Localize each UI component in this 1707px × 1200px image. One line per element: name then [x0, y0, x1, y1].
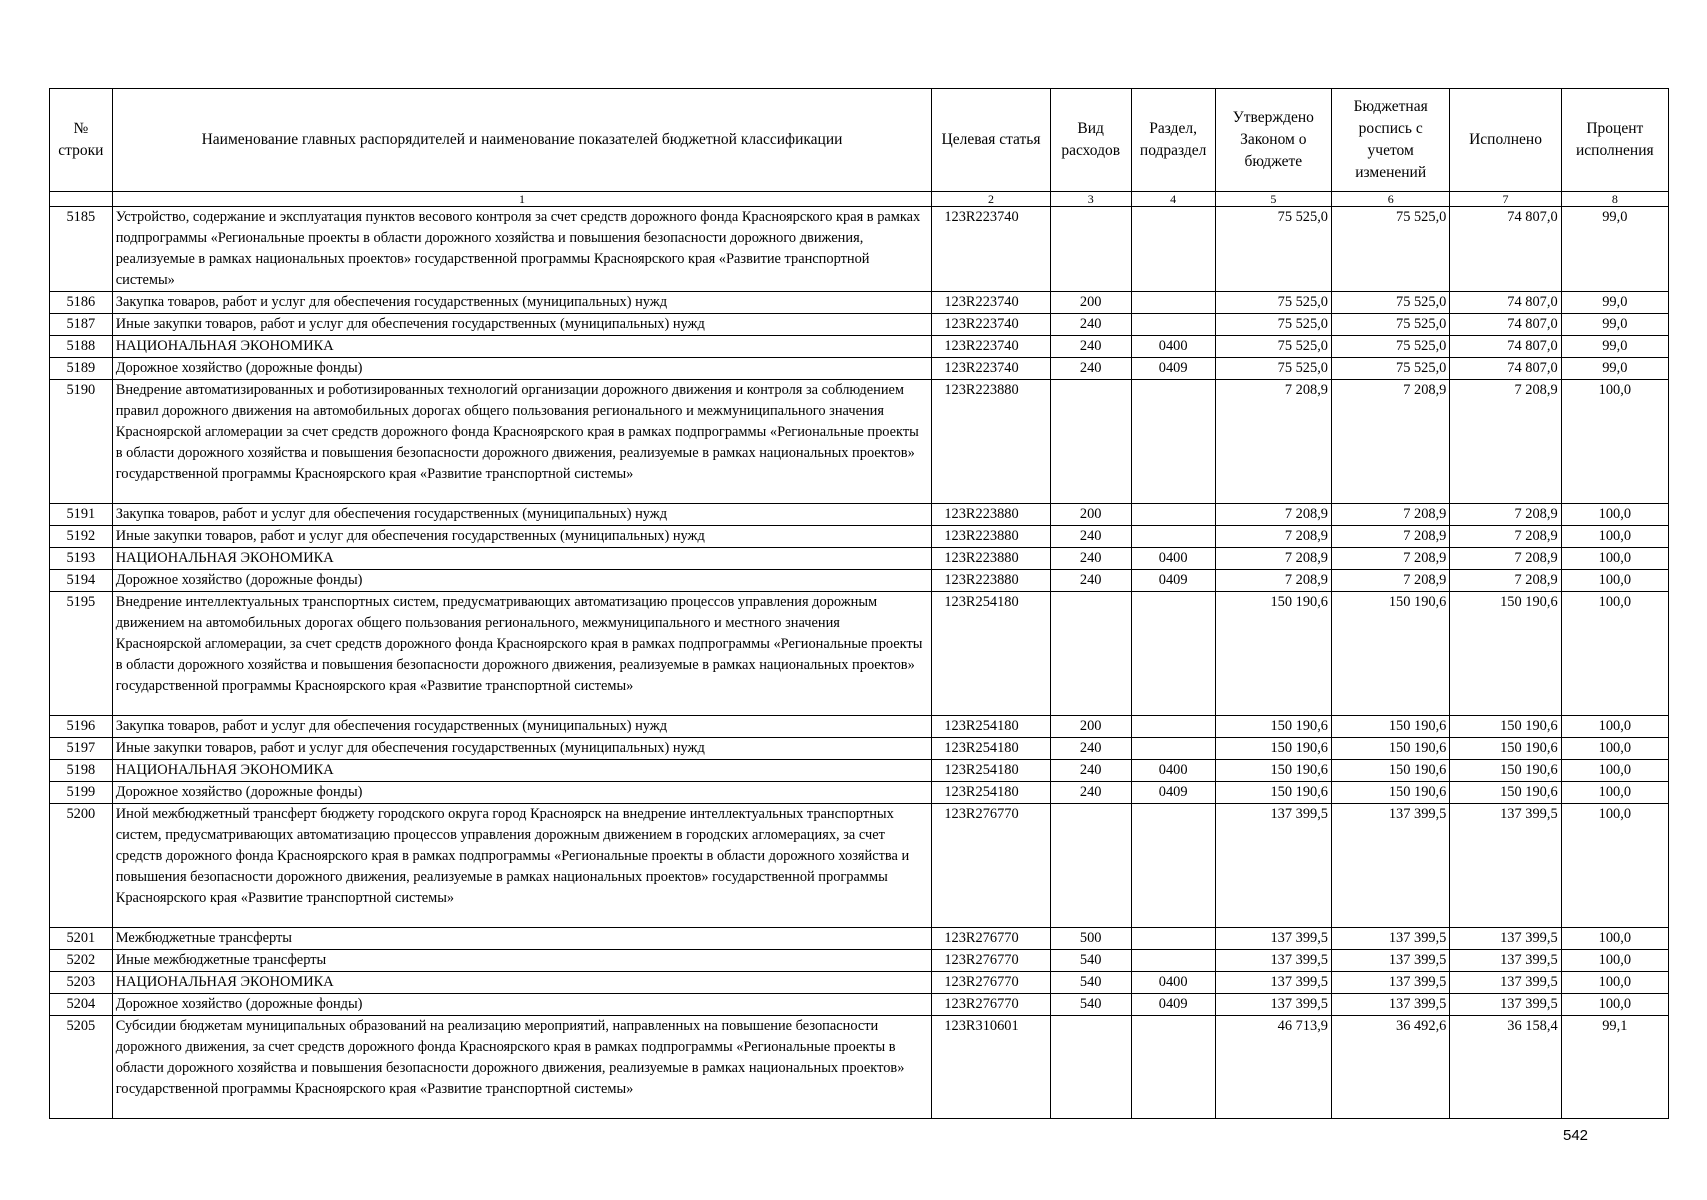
row-section: 0400: [1131, 972, 1215, 994]
row-approved: 137 399,5: [1215, 994, 1331, 1016]
row-executed: 137 399,5: [1450, 972, 1561, 994]
row-percent: 100,0: [1561, 738, 1668, 760]
row-target-article: 123R223740: [932, 358, 1050, 380]
table-row: [50, 358, 1669, 380]
row-expense-kind: 240: [1050, 782, 1131, 804]
row-target-article: 123R223740: [932, 336, 1050, 358]
row-section: [1131, 526, 1215, 548]
row-executed: 150 190,6: [1450, 760, 1561, 782]
column-number: 7: [1450, 192, 1561, 207]
row-name: Дорожное хозяйство (дорожные фонды): [112, 994, 932, 1016]
row-section: [1131, 504, 1215, 526]
row-budget-list: 75 525,0: [1332, 292, 1450, 314]
row-expense-kind: [1050, 592, 1131, 716]
row-target-article: 123R223740: [932, 314, 1050, 336]
row-name: Закупка товаров, работ и услуг для обеспечения государственных (муниципальных) нужд: [112, 292, 932, 314]
row-percent: 100,0: [1561, 994, 1668, 1016]
row-name: Иные закупки товаров, работ и услуг для обеспечения государственных (муниципальных) нужд: [112, 526, 932, 548]
column-number: 6: [1332, 192, 1450, 207]
row-approved: 75 525,0: [1215, 207, 1331, 292]
row-budget-list: 150 190,6: [1332, 592, 1450, 716]
row-number: 5193: [50, 548, 113, 570]
row-executed: 137 399,5: [1450, 994, 1561, 1016]
row-budget-list: 7 208,9: [1332, 380, 1450, 504]
row-budget-list: 137 399,5: [1332, 804, 1450, 928]
row-executed: 74 807,0: [1450, 207, 1561, 292]
table-row: [50, 950, 1669, 972]
row-percent: 100,0: [1561, 592, 1668, 716]
row-executed: 7 208,9: [1450, 380, 1561, 504]
table-row: [50, 738, 1669, 760]
row-expense-kind: 240: [1050, 570, 1131, 592]
row-name: Внедрение интеллектуальных транспортных систем, предусматривающих автоматизацию процессов управления дорожным движением на автомобильных дорогах общего пользования регионального, межмуниципального и местного значения Красноярской агломерации, за счет средств дорожного фонда Красноярского края в рамках подпрограммы «Региональные проекты в области дорожного хозяйства и повышения безопасности дорожного движения, реализуемые в рамках национальных проектов» государственной программы Красноярского края «Развитие транспортной системы»: [112, 592, 932, 716]
row-target-article: 123R276770: [932, 994, 1050, 1016]
row-section: [1131, 292, 1215, 314]
row-number: 5188: [50, 336, 113, 358]
row-section: 0400: [1131, 760, 1215, 782]
row-expense-kind: [1050, 1016, 1131, 1119]
row-expense-kind: 540: [1050, 994, 1131, 1016]
table-row: [50, 292, 1669, 314]
row-approved: 75 525,0: [1215, 358, 1331, 380]
table-row: [50, 760, 1669, 782]
row-budget-list: 36 492,6: [1332, 1016, 1450, 1119]
header-expense-kind: Вид расходов: [1050, 89, 1131, 192]
row-target-article: 123R254180: [932, 716, 1050, 738]
row-budget-list: 7 208,9: [1332, 504, 1450, 526]
row-expense-kind: 200: [1050, 504, 1131, 526]
row-expense-kind: 240: [1050, 314, 1131, 336]
row-target-article: 123R254180: [932, 738, 1050, 760]
row-target-article: 123R254180: [932, 592, 1050, 716]
row-expense-kind: 200: [1050, 292, 1131, 314]
row-expense-kind: 500: [1050, 928, 1131, 950]
row-number: 5205: [50, 1016, 113, 1119]
row-number: 5191: [50, 504, 113, 526]
table-row: [50, 380, 1669, 504]
row-number: 5189: [50, 358, 113, 380]
row-section: 0409: [1131, 570, 1215, 592]
row-expense-kind: [1050, 207, 1131, 292]
row-executed: 7 208,9: [1450, 548, 1561, 570]
row-percent: 100,0: [1561, 716, 1668, 738]
row-approved: 150 190,6: [1215, 592, 1331, 716]
row-expense-kind: 540: [1050, 972, 1131, 994]
row-number: 5195: [50, 592, 113, 716]
row-percent: 100,0: [1561, 548, 1668, 570]
row-budget-list: 137 399,5: [1332, 950, 1450, 972]
row-target-article: 123R254180: [932, 760, 1050, 782]
row-section: [1131, 592, 1215, 716]
column-number: 3: [1050, 192, 1131, 207]
row-percent: 100,0: [1561, 972, 1668, 994]
row-percent: 99,1: [1561, 1016, 1668, 1119]
header-target-article: Целевая статья: [932, 89, 1050, 192]
row-approved: 137 399,5: [1215, 972, 1331, 994]
row-budget-list: 150 190,6: [1332, 716, 1450, 738]
row-number: 5194: [50, 570, 113, 592]
row-expense-kind: 240: [1050, 760, 1131, 782]
row-budget-list: 150 190,6: [1332, 760, 1450, 782]
row-section: 0409: [1131, 994, 1215, 1016]
row-percent: 99,0: [1561, 292, 1668, 314]
row-expense-kind: 240: [1050, 526, 1131, 548]
row-name: Субсидии бюджетам муниципальных образований на реализацию мероприятий, направленных на повышение безопасности дорожного движения, за счет средств дорожного фонда Красноярского края в рамках подпрограммы «Региональные проекты в области дорожного хозяйства и повышения безопасности дорожного движения, реализуемые в рамках национальных проектов» государственной программы Красноярского края «Развитие транспортной системы»: [112, 1016, 932, 1119]
row-section: 0400: [1131, 336, 1215, 358]
row-target-article: 123R223880: [932, 570, 1050, 592]
row-percent: 100,0: [1561, 804, 1668, 928]
row-section: 0400: [1131, 548, 1215, 570]
row-target-article: 123R276770: [932, 950, 1050, 972]
row-number: 5199: [50, 782, 113, 804]
row-budget-list: 137 399,5: [1332, 928, 1450, 950]
column-number: 4: [1131, 192, 1215, 207]
row-section: [1131, 804, 1215, 928]
row-executed: 137 399,5: [1450, 950, 1561, 972]
row-expense-kind: [1050, 804, 1131, 928]
row-section: [1131, 1016, 1215, 1119]
table-row: [50, 504, 1669, 526]
row-percent: 99,0: [1561, 358, 1668, 380]
row-name: Устройство, содержание и эксплуатация пунктов весового контроля за счет средств дорожного фонда Красноярского края в рамках подпрограммы «Региональные проекты в области дорожного хозяйства и повышения безопасности дорожного движения, реализуемые в рамках национальных проектов» государственной программы Красноярского края «Развитие транспортной системы»: [112, 207, 932, 292]
row-expense-kind: [1050, 380, 1131, 504]
table-row: [50, 570, 1669, 592]
row-approved: 75 525,0: [1215, 336, 1331, 358]
row-expense-kind: 240: [1050, 548, 1131, 570]
row-name: Закупка товаров, работ и услуг для обеспечения государственных (муниципальных) нужд: [112, 504, 932, 526]
row-approved: 150 190,6: [1215, 716, 1331, 738]
row-executed: 137 399,5: [1450, 804, 1561, 928]
table-row: [50, 314, 1669, 336]
row-executed: 74 807,0: [1450, 314, 1561, 336]
row-budget-list: 137 399,5: [1332, 994, 1450, 1016]
row-name: Межбюджетные трансферты: [112, 928, 932, 950]
row-executed: 150 190,6: [1450, 738, 1561, 760]
header-section: Раздел, подраздел: [1131, 89, 1215, 192]
table-row: [50, 207, 1669, 292]
row-percent: 99,0: [1561, 207, 1668, 292]
row-number: 5203: [50, 972, 113, 994]
row-section: [1131, 928, 1215, 950]
row-name: Дорожное хозяйство (дорожные фонды): [112, 570, 932, 592]
header-name: Наименование главных распорядителей и наименование показателей бюджетной классификации: [112, 89, 932, 192]
row-number: 5202: [50, 950, 113, 972]
table-row: [50, 336, 1669, 358]
row-percent: 100,0: [1561, 380, 1668, 504]
row-budget-list: 75 525,0: [1332, 336, 1450, 358]
table-row: [50, 804, 1669, 928]
row-approved: 7 208,9: [1215, 380, 1331, 504]
header-row-no: № строки: [50, 89, 113, 192]
row-approved: 7 208,9: [1215, 526, 1331, 548]
row-percent: 100,0: [1561, 928, 1668, 950]
row-budget-list: 75 525,0: [1332, 207, 1450, 292]
row-approved: 7 208,9: [1215, 548, 1331, 570]
row-budget-list: 75 525,0: [1332, 314, 1450, 336]
row-name: НАЦИОНАЛЬНАЯ ЭКОНОМИКА: [112, 972, 932, 994]
row-expense-kind: 240: [1050, 738, 1131, 760]
row-approved: 137 399,5: [1215, 950, 1331, 972]
row-budget-list: 137 399,5: [1332, 972, 1450, 994]
row-percent: 100,0: [1561, 760, 1668, 782]
row-number: 5185: [50, 207, 113, 292]
row-name: Иные закупки товаров, работ и услуг для обеспечения государственных (муниципальных) нужд: [112, 738, 932, 760]
row-percent: 100,0: [1561, 526, 1668, 548]
row-approved: 75 525,0: [1215, 292, 1331, 314]
row-number: 5196: [50, 716, 113, 738]
row-approved: 150 190,6: [1215, 760, 1331, 782]
row-number: 5190: [50, 380, 113, 504]
row-target-article: 123R276770: [932, 928, 1050, 950]
row-percent: 100,0: [1561, 950, 1668, 972]
row-budget-list: 150 190,6: [1332, 782, 1450, 804]
row-percent: 99,0: [1561, 336, 1668, 358]
row-name: Иной межбюджетный трансферт бюджету городского округа город Красноярск на внедрение интеллектуальных транспортных систем, предусматривающих автоматизацию процессов управления дорожным движением в городских агломерациях, за счет средств дорожного фонда Красноярского края в рамках подпрограммы «Региональные проекты в области дорожного хозяйства и повышения безопасности дорожного движения, реализуемые в рамках национальных проектов» государственной программы Красноярского края «Развитие транспортной системы»: [112, 804, 932, 928]
table-row: [50, 716, 1669, 738]
row-budget-list: 7 208,9: [1332, 548, 1450, 570]
row-target-article: 123R276770: [932, 972, 1050, 994]
row-name: Дорожное хозяйство (дорожные фонды): [112, 782, 932, 804]
row-name: Иные закупки товаров, работ и услуг для обеспечения государственных (муниципальных) нужд: [112, 314, 932, 336]
column-number: 2: [932, 192, 1050, 207]
row-approved: 46 713,9: [1215, 1016, 1331, 1119]
row-executed: 74 807,0: [1450, 292, 1561, 314]
row-section: 0409: [1131, 782, 1215, 804]
header-executed: Исполнено: [1450, 89, 1561, 192]
row-approved: 150 190,6: [1215, 782, 1331, 804]
row-executed: 150 190,6: [1450, 716, 1561, 738]
row-target-article: 123R223740: [932, 292, 1050, 314]
table-row: [50, 972, 1669, 994]
table-header: [50, 89, 1669, 207]
table-body: [50, 207, 1669, 1119]
table-row: [50, 928, 1669, 950]
row-name: Иные межбюджетные трансферты: [112, 950, 932, 972]
row-executed: 74 807,0: [1450, 336, 1561, 358]
row-target-article: 123R223740: [932, 207, 1050, 292]
header-approved: Утверждено Законом о бюджете: [1215, 89, 1331, 192]
column-number: 8: [1561, 192, 1668, 207]
row-name: НАЦИОНАЛЬНАЯ ЭКОНОМИКА: [112, 336, 932, 358]
row-expense-kind: 240: [1050, 358, 1131, 380]
row-approved: 7 208,9: [1215, 504, 1331, 526]
row-executed: 36 158,4: [1450, 1016, 1561, 1119]
table-row: [50, 1016, 1669, 1119]
row-section: [1131, 716, 1215, 738]
row-section: [1131, 314, 1215, 336]
row-executed: 150 190,6: [1450, 782, 1561, 804]
row-number: 5192: [50, 526, 113, 548]
row-executed: 7 208,9: [1450, 504, 1561, 526]
row-approved: 75 525,0: [1215, 314, 1331, 336]
row-section: [1131, 207, 1215, 292]
row-budget-list: 75 525,0: [1332, 358, 1450, 380]
row-budget-list: 150 190,6: [1332, 738, 1450, 760]
row-executed: 7 208,9: [1450, 526, 1561, 548]
row-number: 5200: [50, 804, 113, 928]
row-name: НАЦИОНАЛЬНАЯ ЭКОНОМИКА: [112, 548, 932, 570]
row-name: Дорожное хозяйство (дорожные фонды): [112, 358, 932, 380]
table-row: [50, 592, 1669, 716]
row-number: 5186: [50, 292, 113, 314]
header-budget-list: Бюджетная роспись с учетом изменений: [1332, 89, 1450, 192]
row-percent: 99,0: [1561, 314, 1668, 336]
row-name: НАЦИОНАЛЬНАЯ ЭКОНОМИКА: [112, 760, 932, 782]
row-approved: 7 208,9: [1215, 570, 1331, 592]
row-name: Внедрение автоматизированных и роботизированных технологий организации дорожного движения и контроля за соблюдением правил дорожного движения на автомобильных дорогах общего пользования регионального и межмуниципального значения Красноярской агломерации за счет средств дорожного фонда Красноярского края в рамках подпрограммы «Региональные проекты в области дорожного хозяйства и повышения безопасности дорожного движения, реализуемые в рамках национальных проектов» государственной программы Красноярского края «Развитие транспортной системы»: [112, 380, 932, 504]
column-number: 5: [1215, 192, 1331, 207]
row-target-article: 123R223880: [932, 504, 1050, 526]
row-executed: 74 807,0: [1450, 358, 1561, 380]
table-row: [50, 526, 1669, 548]
row-budget-list: 7 208,9: [1332, 526, 1450, 548]
table-row: [50, 782, 1669, 804]
row-number: 5204: [50, 994, 113, 1016]
row-target-article: 123R310601: [932, 1016, 1050, 1119]
row-percent: 100,0: [1561, 782, 1668, 804]
table-row: [50, 994, 1669, 1016]
row-percent: 100,0: [1561, 570, 1668, 592]
row-target-article: 123R276770: [932, 804, 1050, 928]
header-percent: Процент исполнения: [1561, 89, 1668, 192]
row-approved: 137 399,5: [1215, 928, 1331, 950]
row-expense-kind: 240: [1050, 336, 1131, 358]
row-section: [1131, 738, 1215, 760]
row-expense-kind: 540: [1050, 950, 1131, 972]
row-number: 5187: [50, 314, 113, 336]
row-executed: 150 190,6: [1450, 592, 1561, 716]
column-number: [50, 192, 113, 207]
column-number: 1: [112, 192, 932, 207]
row-target-article: 123R254180: [932, 782, 1050, 804]
row-percent: 100,0: [1561, 504, 1668, 526]
row-budget-list: 7 208,9: [1332, 570, 1450, 592]
row-section: [1131, 950, 1215, 972]
row-target-article: 123R223880: [932, 548, 1050, 570]
row-section: [1131, 380, 1215, 504]
row-number: 5198: [50, 760, 113, 782]
row-section: 0409: [1131, 358, 1215, 380]
row-expense-kind: 200: [1050, 716, 1131, 738]
row-approved: 137 399,5: [1215, 804, 1331, 928]
row-number: 5197: [50, 738, 113, 760]
row-target-article: 123R223880: [932, 380, 1050, 504]
column-number-row: [50, 192, 1669, 207]
row-executed: 7 208,9: [1450, 570, 1561, 592]
table-row: [50, 548, 1669, 570]
budget-execution-table: [49, 88, 1669, 1119]
row-approved: 150 190,6: [1215, 738, 1331, 760]
row-target-article: 123R223880: [932, 526, 1050, 548]
page-number: 542: [1563, 1127, 1589, 1144]
row-name: Закупка товаров, работ и услуг для обеспечения государственных (муниципальных) нужд: [112, 716, 932, 738]
row-number: 5201: [50, 928, 113, 950]
row-executed: 137 399,5: [1450, 928, 1561, 950]
